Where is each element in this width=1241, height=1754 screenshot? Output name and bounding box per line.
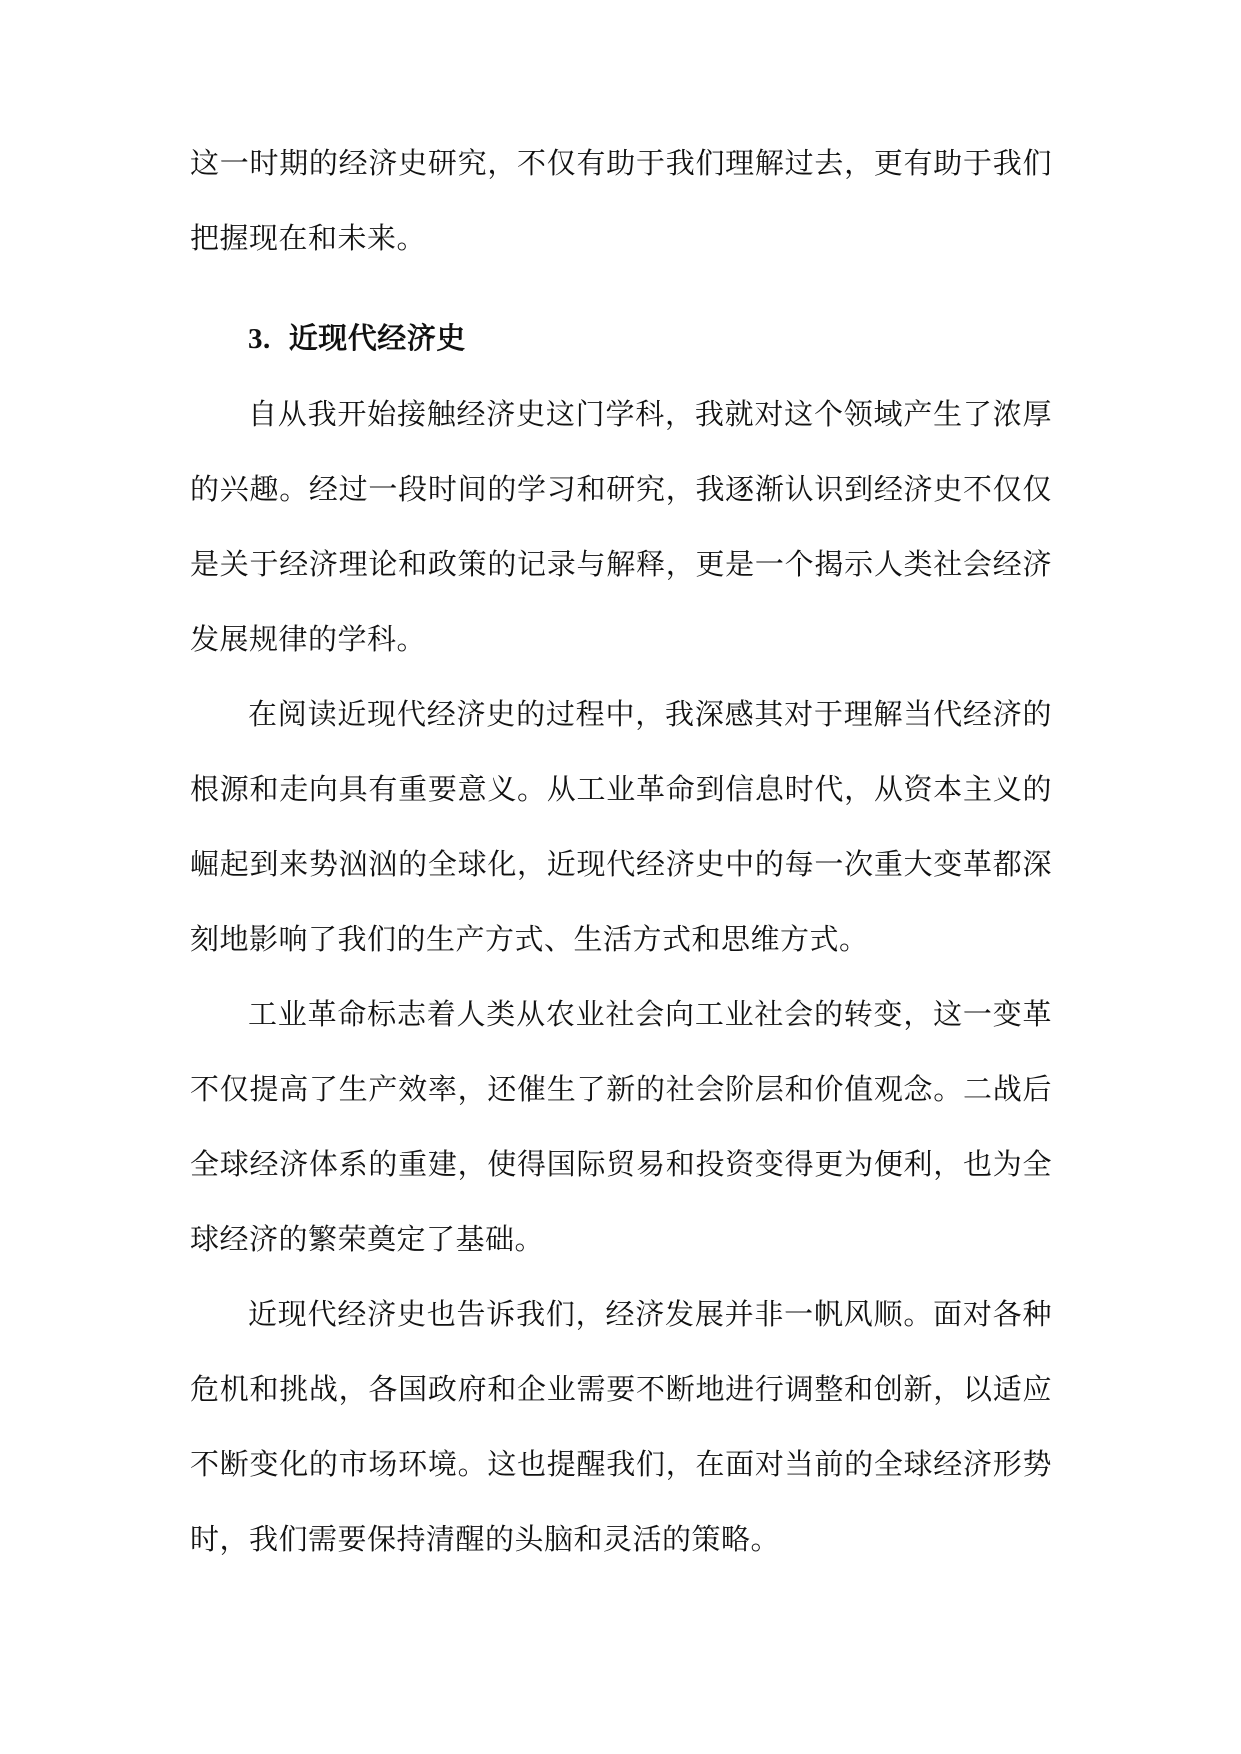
body-paragraph: 在阅读近现代经济史的过程中，我深感其对于理解当代经济的根源和走向具有重要意义。从工业革命到信息时代，从资本主义的崛起到来势汹汹的全球化，近现代经济史中的每一次重大变革都深刻地影响了我们的生产方式、生活方式和思维方式。 [190,697,1052,956]
section-number: 3. [248,323,271,355]
body-paragraph: 近现代经济史也告诉我们，经济发展并非一帆风顺。面对各种危机和挑战，各国政府和企业需要不断地进行调整和创新，以适应不断变化的市场环境。这也提醒我们，在面对当前的全球经济形势时，我们需要保持清醒的头脑和灵活的策略。 [190,1297,1052,1556]
body-paragraph: 工业革命标志着人类从农业社会向工业社会的转变，这一变革不仅提高了生产效率，还催生了新的社会阶层和价值观念。二战后全球经济体系的重建，使得国际贸易和投资变得更为便利，也为全球经济的繁荣奠定了基础。 [190,997,1052,1256]
body-paragraph: 自从我开始接触经济史这门学科，我就对这个领域产生了浓厚的兴趣。经过一段时间的学习和研究，我逐渐认识到经济史不仅仅是关于经济理论和政策的记录与解释，更是一个揭示人类社会经济发展规律的学科。 [190,397,1052,656]
continuation-paragraph: 这一时期的经济史研究，不仅有助于我们理解过去，更有助于我们把握现在和未来。 [190,146,1052,255]
section-heading [190,276,1052,377]
document-body [190,126,1052,1577]
section-title: 近现代经济史 [288,321,466,355]
